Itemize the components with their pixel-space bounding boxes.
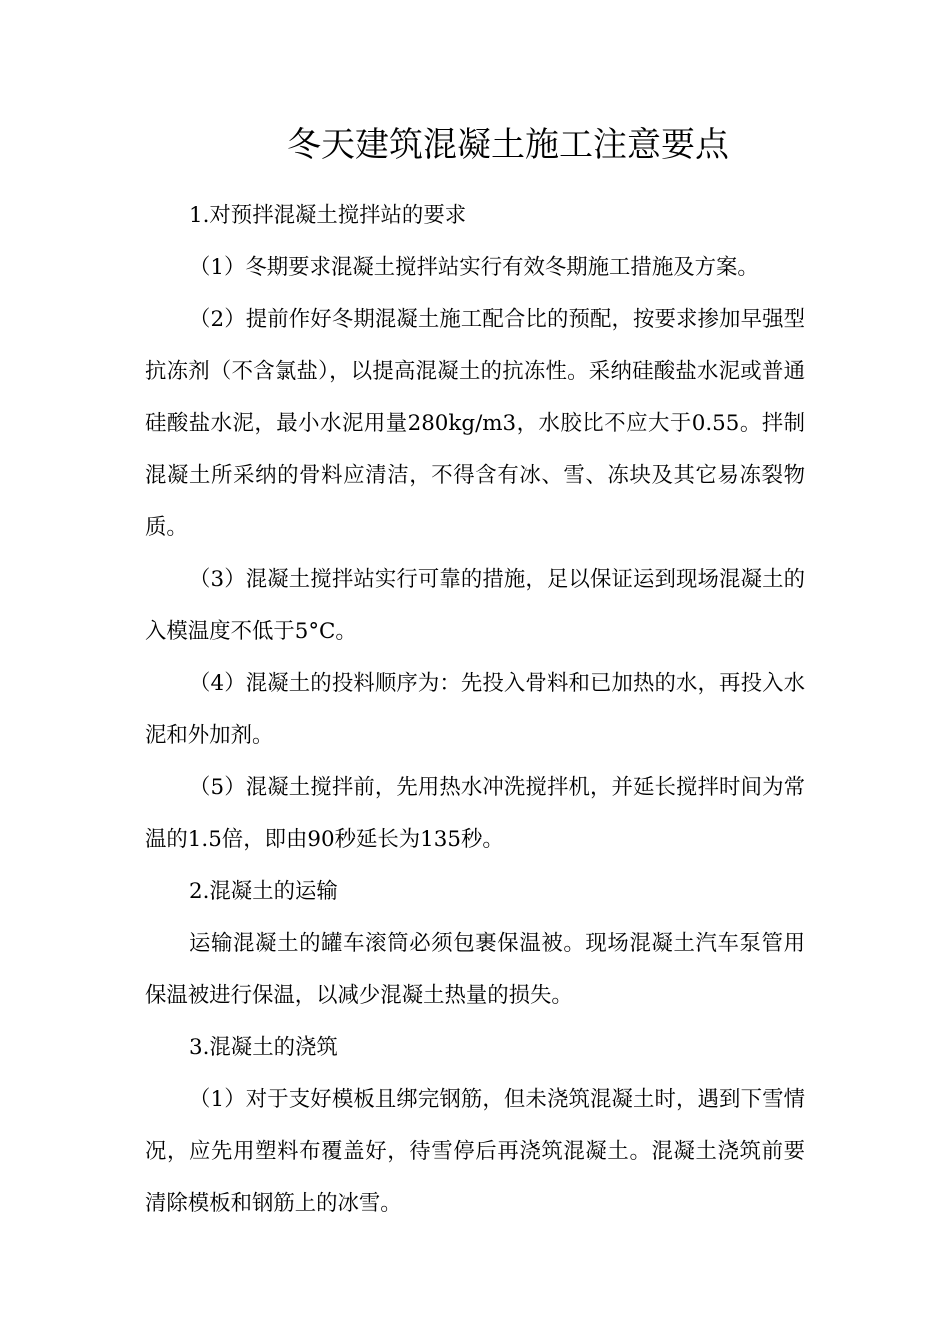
paragraph-3-1: （1）对于支好模板且绑完钢筋，但未浇筑混凝土时，遇到下雪情况，应先用塑料布覆盖好，待雪停后再浇筑混凝土。混凝土浇筑前要清除模板和钢筋上的冰雪。 <box>145 1087 805 1216</box>
paragraph-2-body: 运输混凝土的罐车滚筒必须包裹保温被。现场混凝土汽车泵管用保温被进行保温，以减少混凝土热量的损失。 <box>145 931 805 1008</box>
paragraph-1-1: （1）冬期要求混凝土搅拌站实行有效冬期施工措施及方案。 <box>189 255 759 280</box>
paragraph-1-2: （2）提前作好冬期混凝土施工配合比的预配，按要求掺加早强型抗冻剂（不含氯盐），以提高混凝土的抗冻性。采纳硅酸盐水泥或普通硅酸盐水泥，最小水泥用量280kg/m3，水胶比不应大于0.55。拌制混凝土所采纳的骨料应清洁，不得含有冰、雪、冻块及其它易冻裂物质。 <box>145 307 805 540</box>
paragraph-1-4: （4）混凝土的投料顺序为：先投入骨料和已加热的水，再投入水泥和外加剂。 <box>145 671 805 748</box>
paragraph-1-5: （5）混凝土搅拌前，先用热水冲洗搅拌机，并延长搅拌时间为常温的1.5倍，即由90秒延长为135秒。 <box>145 775 805 852</box>
document-title: 冬天建筑混凝土施工注意要点 <box>287 125 729 165</box>
paragraph-section-1-heading: 1.对预拌混凝土搅拌站的要求 <box>189 203 467 228</box>
paragraph-1-3: （3）混凝土搅拌站实行可靠的措施，足以保证运到现场混凝土的入模温度不低于5°C。 <box>145 567 805 644</box>
document-body <box>145 190 805 1230</box>
paragraph-section-2-heading: 2.混凝土的运输 <box>189 879 338 904</box>
paragraph-section-3-heading: 3.混凝土的浇筑 <box>189 1035 338 1060</box>
